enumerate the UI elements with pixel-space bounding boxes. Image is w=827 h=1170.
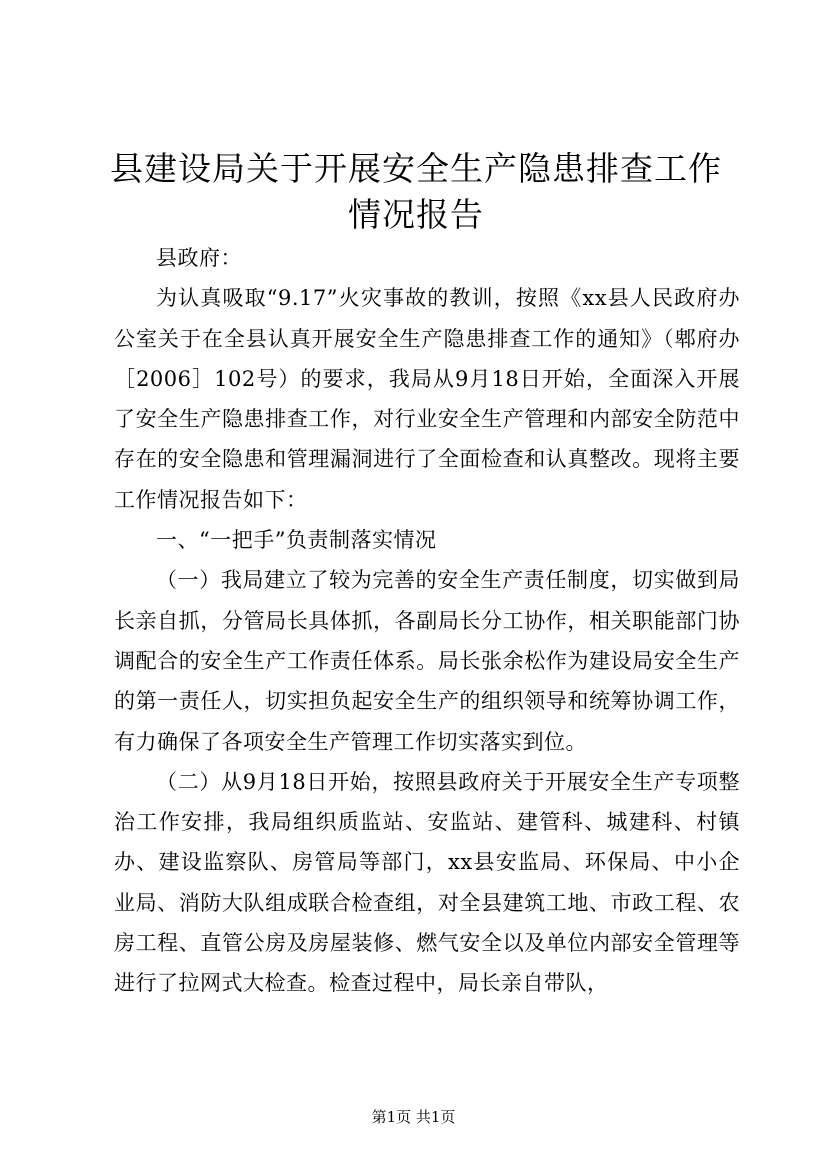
paragraph-item-1: （一）我局建立了较为完善的安全生产责任制度，切实做到局长亲自抓，分管局长具体抓，各副局长分工协作，相关职能部门协调配合的安全生产工作责任体系。局长张余松作为建设局安全生产的第一责任人，切实担负起安全生产的组织领导和统筹协调工作，有力确保了各项安全生产管理工作切实落实到位。 <box>114 568 740 754</box>
salutation: 县政府： <box>156 246 242 270</box>
paragraph-item-2: （二）从9月18日开始，按照县政府关于开展安全生产专项整治工作安排，我局组织质监站、安监站、建管科、城建科、村镇办、建设监察队、房管局等部门，xx县安监局、环保局、中小企业局、消防大队组成联合检查组，对全县建筑工地、市政工程、农房工程、直管公房及房屋装修、燃气安全以及单位内部安全管理等进行了拉网式大检查。检查过程中，局长亲自带队， <box>114 769 740 996</box>
paragraph-intro: 为认真吸取“9.17”火灾事故的教训，按照《xx县人民政府办公室关于在全县认真开展安全生产隐患排查工作的通知》（郫府办［2006］102号）的要求，我局从9月18日开始，全面深入开展了安全生产隐患排查工作，对行业安全生产管理和内部安全防范中存在的安全隐患和管理漏洞进行了全面检查和认真整改。现将主要工作情况报告如下： <box>114 286 740 512</box>
section-heading: 一、“一把手”负责制落实情况 <box>156 528 437 553</box>
document-title: 县建设局关于开展安全生产隐患排查工作情况报告 <box>110 149 722 234</box>
page-footer: 第1页 共1页 <box>371 1108 456 1126</box>
document-body <box>114 238 740 1004</box>
